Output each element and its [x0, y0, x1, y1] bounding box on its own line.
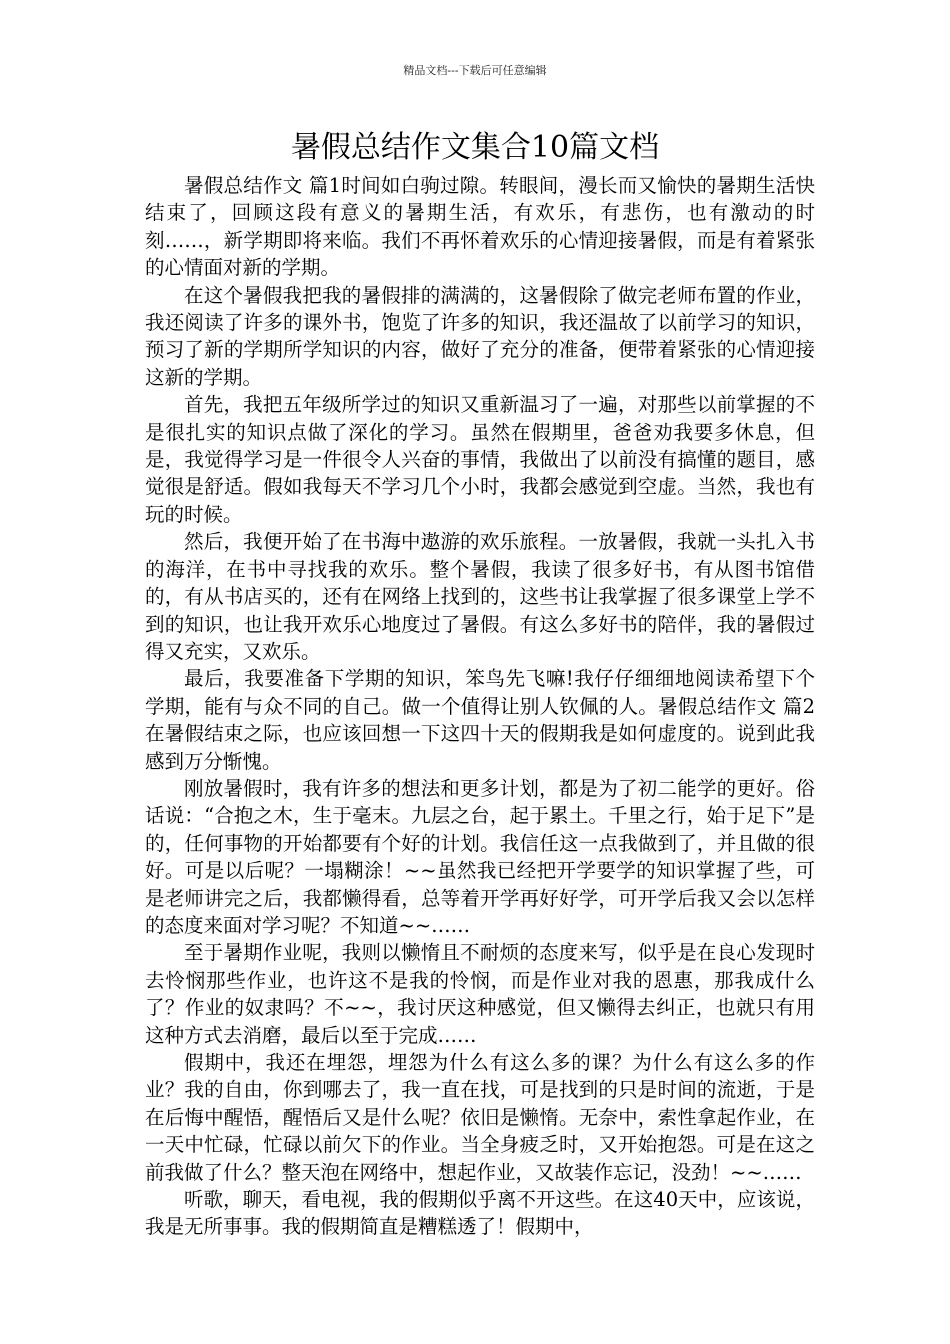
paragraph: 首先，我把五年级所学过的知识又重新温习了一遍，对那些以前掌握的不是很扎实的知识点做了深化的学习。虽然在假期里，爸爸劝我要多休息，但是，我觉得学习是一件很令人兴奋的事情，我做出了以前没有搞懂的题目，感觉很是舒适。假如我每天不学习几个小时，我都会感觉到空虚。当然，我也有玩的时候。 [145, 393, 815, 526]
paragraph: 假期中，我还在埋怨，埋怨为什么有这么多的课？为什么有这么多的作业？我的自由，你到哪去了，我一直在找，可是找到的只是时间的流逝，于是在后悔中醒悟，醒悟后又是什么呢？依旧是懒惰。无奈中，索性拿起作业，在一天中忙碌，忙碌以前欠下的作业。当全身疲乏时，又开始抱怨。可是在这之前我做了什么？整天泡在网络中，想起作业，又故装作忘记，没劲！~~…… [145, 1051, 815, 1184]
paragraph: 暑假总结作文 篇1时间如白驹过隙。转眼间，漫长而又愉快的暑期生活快结束了，回顾这段有意义的暑期生活，有欢乐，有悲伤，也有激动的时刻……，新学期即将来临。我们不再怀着欢乐的心情迎接暑假，而是有着紧张的心情面对新的学期。 [145, 174, 815, 280]
document-body [145, 172, 815, 1241]
paragraph: 刚放暑假时，我有许多的想法和更多计划，都是为了初二能学的更好。俗话说：“合抱之木，生于毫末。九层之台，起于累土。千里之行，始于足下”是的，任何事物的开始都要有个好的计划。我信任这一点我做到了，并且做的很好。可是以后呢？一塌糊涂！~~虽然我已经把开学要学的知识掌握了些，可是老师讲完之后，我都懒得看，总等着开学再好好学，可开学后我又会以怎样的态度来面对学习呢？不知道~~…… [145, 776, 815, 937]
document-title: 暑假总结作文集合10篇文档 [290, 130, 660, 165]
paragraph: 在这个暑假我把我的暑假排的满满的，这暑假除了做完老师布置的作业，我还阅读了许多的课外书，饱览了许多的知识，我还温故了以前学习的知识，预习了新的学期所学知识的内容，做好了充分的准备，便带着紧张的心情迎接这新的学期。 [145, 283, 815, 389]
paragraph: 最后，我要准备下学期的知识，笨鸟先飞嘛!我仔仔细细地阅读希望下个学期，能有与众不同的自己。做一个值得让别人钦佩的人。暑假总结作文 篇2在暑假结束之际，也应该回想一下这四十天的假期我是如何虚度的。说到此我感到万分惭愧。 [145, 667, 815, 773]
paragraph: 至于暑期作业呢，我则以懒惰且不耐烦的态度来写，似乎是在良心发现时去怜悯那些作业，也许这不是我的怜悯，而是作业对我的恩惠，那我成什么了？作业的奴隶吗？不~~，我讨厌这种感觉，但又懒得去纠正，也就只有用这种方式去消磨，最后以至于完成…… [145, 941, 815, 1047]
page-header: 精品文档---下载后可任意编辑 [403, 64, 547, 77]
paragraph: 然后，我便开始了在书海中遨游的欢乐旅程。一放暑假，我就一头扎入书的海洋，在书中寻找我的欢乐。整个暑假，我读了很多好书，有从图书馆借的，有从书店买的，还有在网络上找到的，这些书让我掌握了很多课堂上学不到的知识，也让我开欢乐心地度过了暑假。有这么多好书的陪伴，我的暑假过得又充实，又欢乐。 [145, 530, 815, 663]
paragraph: 听歌，聊天，看电视，我的假期似乎离不开这些。在这40天中，应该说，我是无所事事。我的假期简直是糟糕透了！假期中， [145, 1188, 815, 1239]
